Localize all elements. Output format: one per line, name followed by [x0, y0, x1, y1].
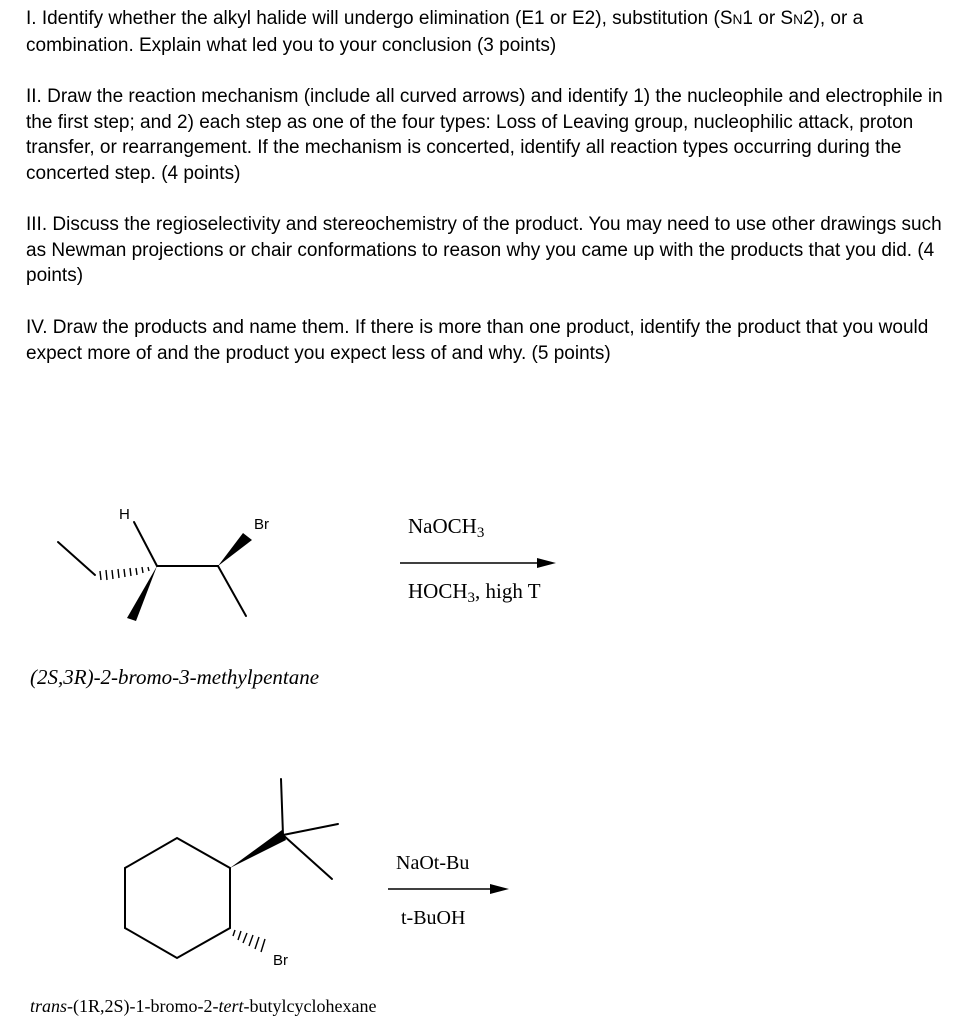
molecule-2-atom-br: Br — [273, 952, 288, 969]
subscript-n-2: N — [793, 12, 803, 27]
molecule-1-wedge-methyl — [127, 566, 157, 621]
reaction-1-reagent-top — [408, 514, 484, 539]
molecule-1-skeleton — [58, 522, 246, 616]
molecule-1-hashed-bond — [100, 567, 149, 580]
molecule-2-name — [30, 996, 376, 1017]
reagent-top-subscript: 3 — [476, 525, 485, 541]
reagent-bottom-text: HOCH — [408, 579, 468, 603]
question-3-text: Discuss the regioselectivity and stereochemistry of the product. You may need to use other drawings such as Newman projections or chair conformations to reason why you came up with the products that you did. (4 points) — [26, 214, 942, 286]
molecule-1-wedge-br — [218, 533, 252, 566]
molecule-2-hashed-bond — [233, 930, 265, 952]
question-1-numeral: I. — [26, 8, 37, 29]
molecule-2-ring — [125, 838, 230, 958]
question-1-text-b: 1 or S — [742, 8, 794, 29]
question-4-text: Draw the products and name them. If there is more than one product, identify the product that you would expect more of and the product you expect less of and why. (5 points) — [26, 317, 929, 364]
question-3-numeral: III. — [26, 214, 48, 235]
question-4-numeral: IV. — [26, 317, 48, 338]
molecule-2-tbutyl — [281, 779, 338, 879]
question-2-numeral: II. — [26, 86, 42, 107]
reagent-bottom-subscript: 3 — [467, 590, 476, 606]
name-part-1: -(1R,2S)-1-bromo-2- — [67, 996, 219, 1016]
molecule-1-name: (2S,3R)-2-bromo-3-methylpentane — [30, 665, 320, 689]
reaction-2-reagent-top: NaOt-Bu — [396, 852, 470, 874]
name-part-2: -butylcyclohexane — [243, 996, 377, 1016]
reagent-bottom-conditions: , high T — [475, 579, 541, 603]
molecule-2-wedge-tbutyl — [230, 830, 286, 868]
name-prefix-trans: trans — [30, 996, 68, 1016]
question-2-text: Draw the reaction mechanism (include all curved arrows) and identify 1) the nucleophile and electrophile in the first step; and 2) each step as one of the four types: Loss of Leaving group, nucleophilic attack, proton transfer, or rearrangement. If the mechanism is concerted, identify all reaction types occurring during the concerted step. (4 points) — [26, 86, 943, 184]
name-prefix-tert: tert — [218, 996, 244, 1016]
molecule-1-atom-h: H — [119, 506, 130, 523]
question-1-text-c: 2), or a combination. Explain what led you to your conclusion (3 points) — [26, 8, 864, 56]
reaction-1-arrow-head — [537, 558, 556, 568]
reaction-1-reagent-bottom — [408, 579, 541, 604]
reagent-top-text: NaOCH — [408, 514, 477, 538]
molecule-1-atom-br: Br — [254, 516, 269, 533]
reaction-2-arrow-head — [490, 884, 509, 894]
subscript-n-1: N — [732, 12, 743, 27]
question-1-text-a: Identify whether the alkyl halide will undergo elimination (E1 or E2), substitution (S — [36, 8, 733, 29]
reaction-2-reagent-bottom: t-BuOH — [401, 907, 466, 929]
